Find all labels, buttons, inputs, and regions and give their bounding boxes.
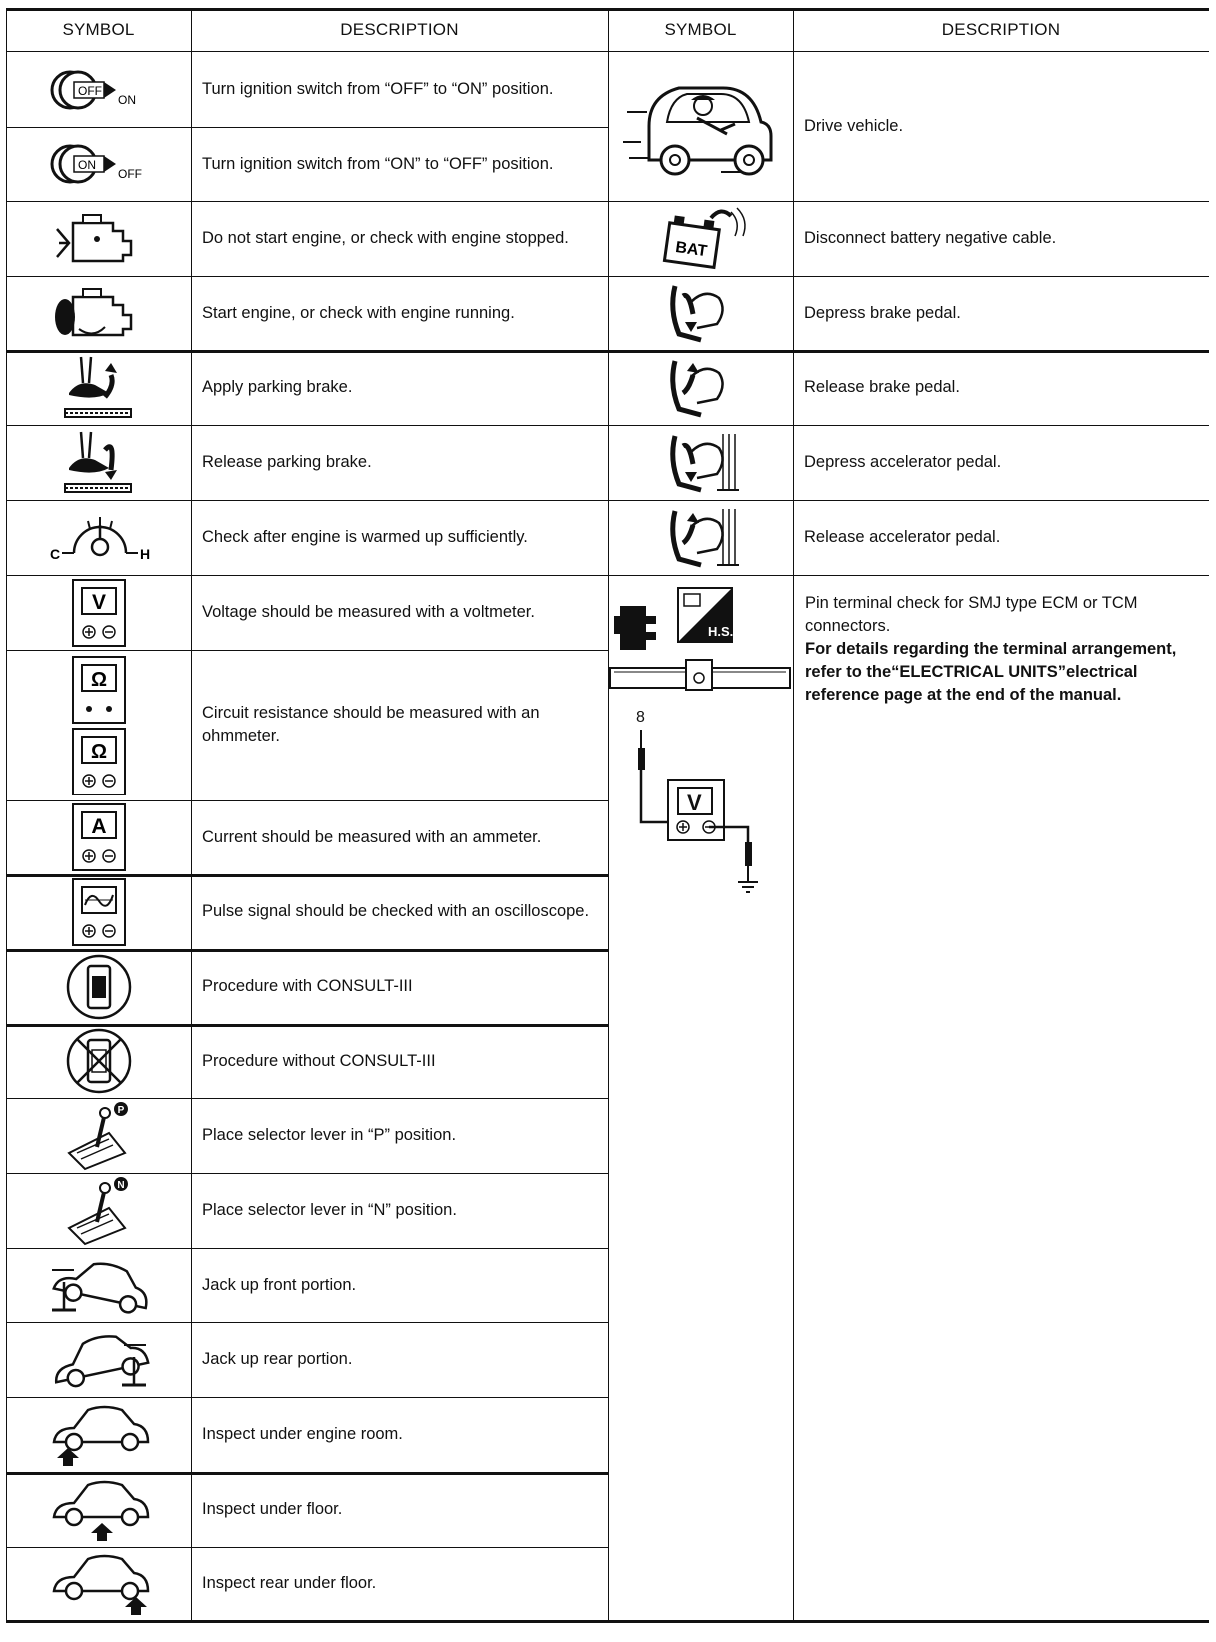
left-row-description bbox=[202, 1322, 608, 1397]
header-left-symbol: SYMBOL bbox=[62, 20, 135, 39]
row-divider bbox=[608, 575, 1209, 576]
selector-lever-n-icon bbox=[6, 1173, 191, 1248]
header-right-description: DESCRIPTION bbox=[941, 20, 1061, 39]
left-row-text: Jack up rear portion. bbox=[202, 1350, 353, 1368]
left-row-description bbox=[202, 1397, 608, 1472]
left-row-description bbox=[202, 425, 608, 500]
left-row-text: Inspect rear under floor. bbox=[202, 1574, 377, 1592]
battery-cable-icon bbox=[608, 201, 793, 276]
left-row-description bbox=[202, 1098, 608, 1173]
temperature-gauge-icon bbox=[6, 500, 191, 575]
svg-text:H: H bbox=[139, 545, 150, 562]
pin-check-description bbox=[805, 592, 1205, 707]
left-row-text: Voltage should be measured with a voltmeter. bbox=[202, 603, 535, 621]
jack-up-rear-icon bbox=[6, 1322, 191, 1397]
left-row-description bbox=[202, 201, 608, 276]
svg-text:Ω: Ω bbox=[90, 741, 107, 763]
oscilloscope-icon bbox=[6, 874, 191, 949]
svg-text:A: A bbox=[90, 815, 107, 838]
jack-up-front-icon bbox=[6, 1248, 191, 1322]
voltmeter-icon bbox=[6, 575, 191, 650]
right-row-text: Depress brake pedal. bbox=[804, 303, 961, 322]
release-brake-pedal-icon bbox=[608, 350, 793, 425]
release-accelerator-icon bbox=[608, 500, 793, 575]
svg-text:OFF: OFF bbox=[117, 167, 142, 181]
left-row-description bbox=[202, 650, 608, 800]
svg-text:C: C bbox=[49, 545, 60, 562]
ignition-on-to-off-icon bbox=[6, 127, 191, 201]
left-row-description bbox=[202, 127, 608, 201]
svg-text:ON: ON bbox=[117, 92, 136, 107]
left-row-text: Turn ignition switch from “ON” to “OFF” position. bbox=[202, 154, 554, 173]
column-divider bbox=[191, 8, 192, 1620]
engine-stopped-icon bbox=[6, 201, 191, 276]
ignition-off-to-on-icon bbox=[6, 52, 191, 127]
right-row-description bbox=[804, 52, 1209, 201]
right-row-description bbox=[804, 276, 1209, 350]
consult-icon bbox=[6, 949, 191, 1024]
release-parking-brake-icon bbox=[6, 425, 191, 500]
right-row-description bbox=[804, 500, 1209, 575]
depress-accelerator-icon bbox=[608, 425, 793, 500]
selector-lever-p-icon bbox=[6, 1098, 191, 1173]
row-divider bbox=[6, 1620, 1209, 1623]
svg-text:N: N bbox=[116, 1179, 125, 1191]
svg-text:ON: ON bbox=[77, 158, 96, 172]
left-row-description bbox=[202, 500, 608, 575]
right-row-text: Release accelerator pedal. bbox=[804, 528, 1001, 546]
svg-text:Ω: Ω bbox=[90, 669, 107, 691]
left-row-description bbox=[202, 575, 608, 650]
left-row-text: Release parking brake. bbox=[202, 453, 372, 471]
left-row-description bbox=[202, 1024, 608, 1098]
pin-check-text: Pin terminal check for SMJ type ECM or TCM connectors. bbox=[805, 594, 1138, 635]
header-right-symbol: SYMBOL bbox=[664, 20, 737, 39]
hs-label: H.S. bbox=[708, 624, 734, 639]
right-row-description bbox=[804, 350, 1209, 425]
right-row-text: Disconnect battery negative cable. bbox=[804, 229, 1057, 247]
inspect-engine-room-icon bbox=[6, 1397, 191, 1472]
left-row-text: Check after engine is warmed up sufficiently. bbox=[202, 528, 528, 546]
depress-brake-pedal-icon bbox=[608, 276, 793, 350]
svg-text:P: P bbox=[117, 1104, 124, 1116]
right-row-text: Depress accelerator pedal. bbox=[804, 453, 1002, 471]
pin-terminal-check-icon bbox=[608, 580, 793, 900]
left-row-text: Do not start engine, or check with engine stopped. bbox=[202, 229, 569, 247]
left-row-text: Inspect under engine room. bbox=[202, 1425, 403, 1443]
meter-label: V bbox=[687, 790, 702, 815]
column-divider bbox=[793, 8, 794, 1620]
left-row-text: Apply parking brake. bbox=[202, 378, 353, 396]
left-row-text: Procedure without CONSULT-III bbox=[202, 1051, 436, 1070]
left-row-text: Place selector lever in “P” position. bbox=[202, 1126, 457, 1144]
svg-text:BAT: BAT bbox=[673, 238, 708, 260]
right-row-text: Drive vehicle. bbox=[804, 117, 904, 135]
apply-parking-brake-icon bbox=[6, 350, 191, 425]
left-row-text: Procedure with CONSULT-III bbox=[202, 977, 413, 995]
left-row-description bbox=[202, 1248, 608, 1322]
left-row-description bbox=[202, 800, 608, 874]
terminal-number: 8 bbox=[636, 709, 645, 726]
left-row-text: Turn ignition switch from “OFF” to “ON” position. bbox=[202, 80, 554, 98]
left-row-description bbox=[202, 52, 608, 127]
left-row-description bbox=[202, 1472, 608, 1547]
right-row-description bbox=[804, 425, 1209, 500]
inspect-rear-floor-icon bbox=[6, 1547, 191, 1620]
inspect-floor-icon bbox=[6, 1472, 191, 1547]
left-row-text: Circuit resistance should be measured with an ohmmeter. bbox=[202, 704, 540, 745]
left-row-description bbox=[202, 1173, 608, 1248]
left-row-description bbox=[202, 874, 608, 949]
left-row-description bbox=[202, 949, 608, 1024]
left-row-text: Place selector lever in “N” position. bbox=[202, 1201, 457, 1219]
header-left-description: DESCRIPTION bbox=[340, 20, 459, 39]
ammeter-icon bbox=[6, 800, 191, 874]
ohmmeter-icon bbox=[6, 650, 191, 800]
left-row-description bbox=[202, 276, 608, 350]
left-row-text: Inspect under floor. bbox=[202, 1500, 343, 1518]
left-row-text: Start engine, or check with engine running. bbox=[202, 303, 515, 322]
left-row-description bbox=[202, 1547, 608, 1620]
no-consult-icon bbox=[6, 1024, 191, 1098]
svg-text:OFF: OFF bbox=[77, 83, 102, 98]
left-row-text: Jack up front portion. bbox=[202, 1275, 357, 1294]
right-row-description bbox=[804, 201, 1209, 276]
left-row-text: Pulse signal should be checked with an oscilloscope. bbox=[202, 902, 590, 920]
engine-running-icon bbox=[6, 276, 191, 350]
drive-vehicle-icon bbox=[608, 52, 793, 201]
left-row-description bbox=[202, 350, 608, 425]
right-row-text: Release brake pedal. bbox=[804, 378, 960, 396]
pin-check-bold-text: For details regarding the terminal arrangement, refer to the“ELECTRICAL UNITS”electrical reference page at the end of the manual. bbox=[805, 640, 1177, 704]
svg-text:V: V bbox=[91, 590, 106, 614]
left-row-text: Current should be measured with an ammeter. bbox=[202, 827, 542, 846]
